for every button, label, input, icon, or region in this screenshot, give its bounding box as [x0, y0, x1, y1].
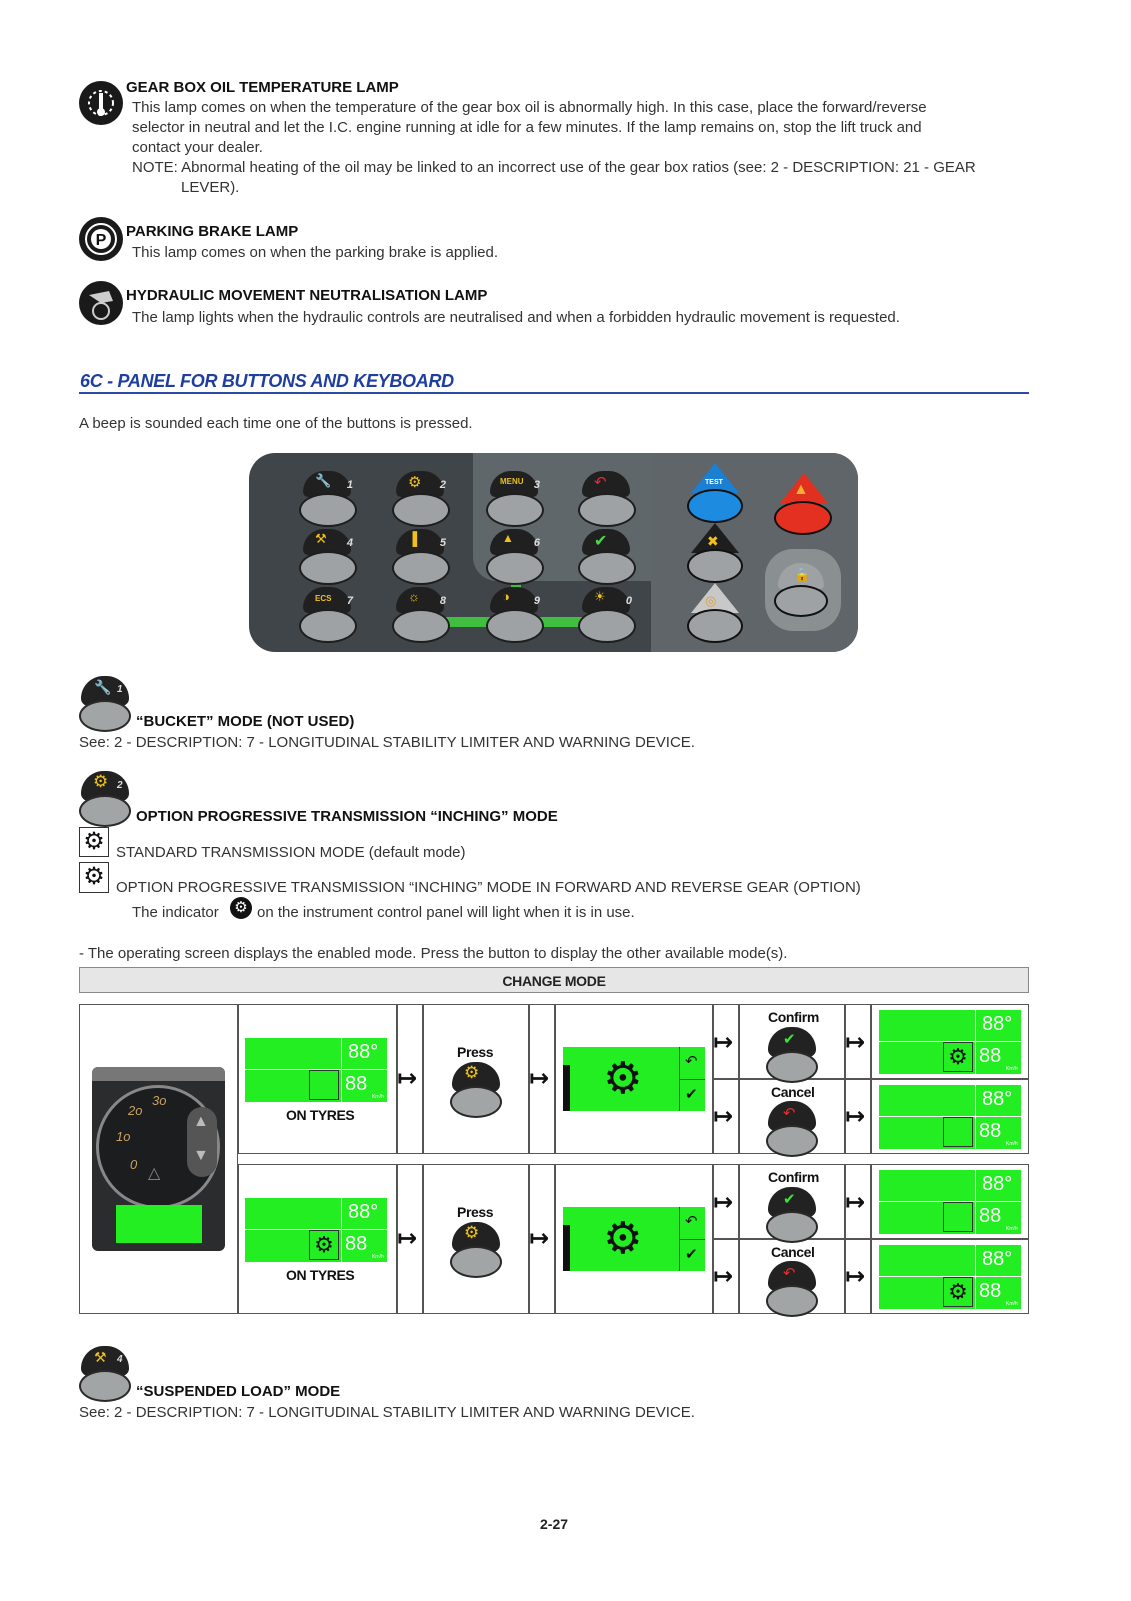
wiper-icon: ▲: [502, 531, 514, 545]
inching-gear-icon: ⚙: [603, 1054, 643, 1103]
key-6-up[interactable]: [486, 529, 542, 585]
indicator-text-before: The indicator: [132, 904, 219, 921]
temperature-value: 88°: [348, 1201, 379, 1223]
check-icon: ✔: [685, 1246, 698, 1263]
bottom-press-key: [450, 1222, 502, 1280]
key-2-inching[interactable]: [392, 471, 448, 527]
bottom-result-arrow-1: ↦: [845, 1189, 866, 1216]
bucket-mode-key-image: [79, 676, 131, 734]
hydraulic-lamp-text: The lamp lights when the hydraulic controls are neutralised and when a forbidden hydraulic movement is requested.: [132, 309, 900, 326]
key-0-right[interactable]: [578, 587, 634, 643]
key-number: 2: [439, 479, 446, 491]
speed-value: 88: [979, 1205, 1002, 1227]
key-4-suspended-load[interactable]: [299, 529, 355, 585]
top-cancel-key: [766, 1101, 818, 1159]
temperature-value: 88°: [982, 1248, 1013, 1270]
bottom-cancel-arrow: ↦: [713, 1263, 734, 1290]
hazard-button[interactable]: [774, 473, 832, 533]
test-label: TEST: [705, 479, 723, 486]
speed-value: 88: [979, 1280, 1002, 1302]
button-keypad-panel: [249, 453, 858, 652]
key-number: 6: [533, 537, 540, 549]
key-number: 9: [533, 595, 540, 607]
up-triangle-icon: ▲: [193, 1113, 209, 1130]
temperature-value: 88°: [982, 1088, 1013, 1110]
gear-icon: ⚙: [93, 772, 109, 791]
fan-button[interactable]: [687, 523, 743, 581]
standard-gear-icon: ⚙: [603, 1214, 643, 1263]
key-7-ecs[interactable]: [299, 587, 355, 643]
bottom-press-label: Press: [457, 1204, 494, 1220]
top-selection-screen: [563, 1047, 705, 1111]
gear-icon: ⚙: [464, 1223, 480, 1242]
parking-brake-lamp-text: This lamp comes on when the parking brake is applied.: [132, 244, 499, 261]
key-number: 1: [346, 479, 353, 491]
speed-value: 88: [979, 1120, 1002, 1142]
key-8-left[interactable]: [392, 587, 448, 643]
speed-unit: Km/h: [1006, 1066, 1018, 1072]
back-arrow-icon: ↶: [594, 474, 607, 491]
back-arrow-icon: ↶: [783, 1105, 796, 1122]
key-3-menu[interactable]: [486, 471, 542, 527]
gauge-tick-30: 3o: [152, 1093, 167, 1108]
top-initial-screen: [245, 1038, 387, 1102]
speed-unit: Km/h: [372, 1094, 384, 1100]
speed-unit: Km/h: [372, 1254, 384, 1260]
suspended-load-icon: ⚒: [94, 1349, 107, 1365]
inching-mode-slot: ⚙: [943, 1042, 973, 1072]
inching-mode-key-image: [79, 771, 131, 829]
gear-icon: ⚙: [464, 1063, 480, 1082]
speed-value: 88: [345, 1073, 368, 1095]
headlight-icon: ◑: [502, 589, 510, 604]
hazard-icon: ▲: [793, 481, 809, 498]
menu-label: MENU: [500, 477, 524, 486]
top-confirm-label: Confirm: [768, 1009, 819, 1025]
gear-box-lamp-text-1: This lamp comes on when the temperature of the gear box oil is abnormally high. In this case, place the forward/reverse: [132, 99, 927, 116]
top-press-label: Press: [457, 1044, 494, 1060]
key-5[interactable]: [392, 529, 448, 585]
check-icon: ✔: [594, 533, 608, 550]
standard-mode-text: STANDARD TRANSMISSION MODE (default mode): [116, 844, 466, 861]
top-result-cancel-screen: [879, 1085, 1021, 1149]
section-intro: A beep is sounded each time one of the buttons is pressed.: [79, 415, 473, 432]
key-number: 5: [439, 537, 446, 549]
bucket-icon: 🔧: [315, 473, 332, 488]
check-icon: ✔: [783, 1191, 796, 1208]
suspended-load-key-image: [79, 1346, 131, 1404]
key-confirm[interactable]: [578, 529, 634, 585]
top-result-arrow-2: ↦: [845, 1103, 866, 1130]
back-arrow-icon: ↶: [685, 1053, 698, 1070]
parking-brake-icon: [79, 217, 123, 261]
key-number: 3: [533, 479, 540, 491]
bottom-cancel-key: [766, 1261, 818, 1319]
temperature-value: 88°: [982, 1173, 1013, 1195]
gauge-lcd: [116, 1205, 202, 1243]
top-cancel-label: Cancel: [771, 1084, 815, 1100]
suspended-load-title: “SUSPENDED LOAD” MODE: [136, 1383, 341, 1400]
signal-bars-icon: ▐: [408, 531, 418, 546]
top-confirm-arrow: ↦: [713, 1029, 734, 1056]
svg-text:P: P: [95, 232, 107, 249]
top-confirm-key: [766, 1027, 818, 1085]
speed-value: 88: [345, 1233, 368, 1255]
gauge-tick-20: 2o: [128, 1103, 143, 1118]
gear-box-lamp-note-cont: LEVER).: [181, 179, 240, 196]
speed-unit: Km/h: [1006, 1141, 1018, 1147]
ecs-label: ECS: [315, 594, 332, 603]
inching-mode-title: OPTION PROGRESSIVE TRANSMISSION “INCHING” MODE: [136, 808, 558, 825]
inching-mode-text: OPTION PROGRESSIVE TRANSMISSION “INCHING” MODE IN FORWARD AND REVERSE GEAR (OPTION): [116, 879, 861, 896]
inching-mode-icon: ⚙: [79, 862, 109, 893]
bottom-arrow-1: ↦: [397, 1225, 418, 1252]
key-number: 2: [117, 780, 123, 791]
temperature-value: 88°: [348, 1041, 379, 1063]
back-arrow-icon: ↶: [783, 1265, 796, 1282]
top-arrow-2: ↦: [529, 1065, 550, 1092]
section-divider: [79, 392, 1029, 394]
hydraulic-lamp-title: HYDRAULIC MOVEMENT NEUTRALISATION LAMP: [126, 287, 488, 304]
bottom-confirm-label: Confirm: [768, 1169, 819, 1185]
gear-box-lamp-text-2: selector in neutral and let the I.C. engine running at idle for a few minutes. If the lamp remains on, stop the lift truck and: [132, 119, 922, 136]
parking-brake-button[interactable]: [687, 583, 743, 641]
key-number: 7: [346, 595, 353, 607]
top-on-tyres-label: ON TYRES: [286, 1107, 355, 1123]
speed-unit: Km/h: [1006, 1301, 1018, 1307]
empty-mode-slot: [309, 1070, 339, 1100]
indicator-text-after: on the instrument control panel will light when it is in use.: [257, 904, 635, 921]
bucket-icon: 🔧: [94, 679, 112, 695]
down-triangle-icon: ▼: [193, 1147, 209, 1164]
back-arrow-icon: ↶: [685, 1213, 698, 1230]
speed-value: 88: [979, 1045, 1002, 1067]
inching-mode-slot: ⚙: [943, 1277, 973, 1307]
empty-mode-slot: [943, 1202, 973, 1232]
test-button[interactable]: [687, 463, 743, 521]
fan-icon: ✖: [707, 533, 719, 549]
key-number: 0: [625, 595, 632, 607]
key-9-down[interactable]: [486, 587, 542, 643]
bottom-confirm-arrow: ↦: [713, 1189, 734, 1216]
key-number: 1: [117, 684, 123, 695]
check-icon: ✔: [685, 1086, 698, 1103]
lock-button[interactable]: [772, 563, 830, 619]
screen-note: - The operating screen displays the enabled mode. Press the button to display the other available mode(s).: [79, 945, 788, 962]
bottom-result-cancel-screen: [879, 1245, 1021, 1309]
hydraulic-neutralisation-icon: [79, 281, 123, 325]
standard-mode-icon: ⚙: [79, 827, 109, 857]
bucket-mode-see: See: 2 - DESCRIPTION: 7 - LONGITUDINAL STABILITY LIMITER AND WARNING DEVICE.: [79, 734, 695, 751]
bottom-result-arrow-2: ↦: [845, 1263, 866, 1290]
lock-icon: 🔒: [794, 567, 811, 582]
gauge-tick-10: 1o: [116, 1129, 131, 1144]
bottom-cancel-label: Cancel: [771, 1244, 815, 1260]
change-mode-header: CHANGE MODE: [79, 967, 1029, 993]
temperature-value: 88°: [982, 1013, 1013, 1035]
instrument-gauge: [92, 1067, 225, 1251]
gear-box-lamp-text-3: contact your dealer.: [132, 139, 263, 156]
gear-box-lamp-note: NOTE: Abnormal heating of the oil may be linked to an incorrect use of the gear box ratios (see: 2 - DESCRIPTION: 21 - GEAR: [132, 159, 976, 176]
section-title: 6C - PANEL FOR BUTTONS AND KEYBOARD: [80, 371, 454, 391]
light-icon: ☼: [408, 589, 420, 604]
parking-brake-lamp-title: PARKING BRAKE LAMP: [126, 223, 299, 240]
brake-symbol-icon: ◎: [705, 593, 717, 608]
bottom-selection-screen: [563, 1207, 705, 1271]
speed-unit: Km/h: [1006, 1226, 1018, 1232]
gauge-tick-0: 0: [130, 1157, 138, 1172]
suspended-load-icon: ⚒: [315, 531, 327, 546]
key-escape[interactable]: [578, 471, 634, 527]
key-1-bucket[interactable]: [299, 471, 355, 527]
key-number: 8: [439, 595, 446, 607]
inching-indicator-icon: ⚙: [230, 897, 252, 919]
beacon-icon: ☀: [594, 589, 606, 604]
key-number: 4: [346, 537, 353, 549]
warning-triangle-icon: △: [148, 1165, 161, 1182]
bottom-confirm-key: [766, 1187, 818, 1245]
top-press-key: [450, 1062, 502, 1120]
bucket-mode-title: “BUCKET” MODE (NOT USED): [136, 713, 355, 730]
page-number: 2-27: [540, 1516, 569, 1532]
gear-box-oil-temperature-icon: [79, 81, 123, 125]
gear-icon: ⚙: [408, 474, 422, 491]
top-cancel-arrow: ↦: [713, 1103, 734, 1130]
key-number: 4: [117, 1354, 123, 1365]
top-result-arrow-1: ↦: [845, 1029, 866, 1056]
bottom-result-confirm-screen: [879, 1170, 1021, 1234]
bottom-initial-screen: [245, 1198, 387, 1262]
bottom-arrow-2: ↦: [529, 1225, 550, 1252]
suspended-load-see: See: 2 - DESCRIPTION: 7 - LONGITUDINAL STABILITY LIMITER AND WARNING DEVICE.: [79, 1404, 695, 1421]
gear-box-lamp-title: GEAR BOX OIL TEMPERATURE LAMP: [126, 79, 399, 96]
bottom-on-tyres-label: ON TYRES: [286, 1267, 355, 1283]
check-icon: ✔: [783, 1031, 796, 1048]
top-arrow-1: ↦: [397, 1065, 418, 1092]
top-result-confirm-screen: [879, 1010, 1021, 1074]
empty-mode-slot: [943, 1117, 973, 1147]
inching-mode-slot: ⚙: [309, 1230, 339, 1260]
